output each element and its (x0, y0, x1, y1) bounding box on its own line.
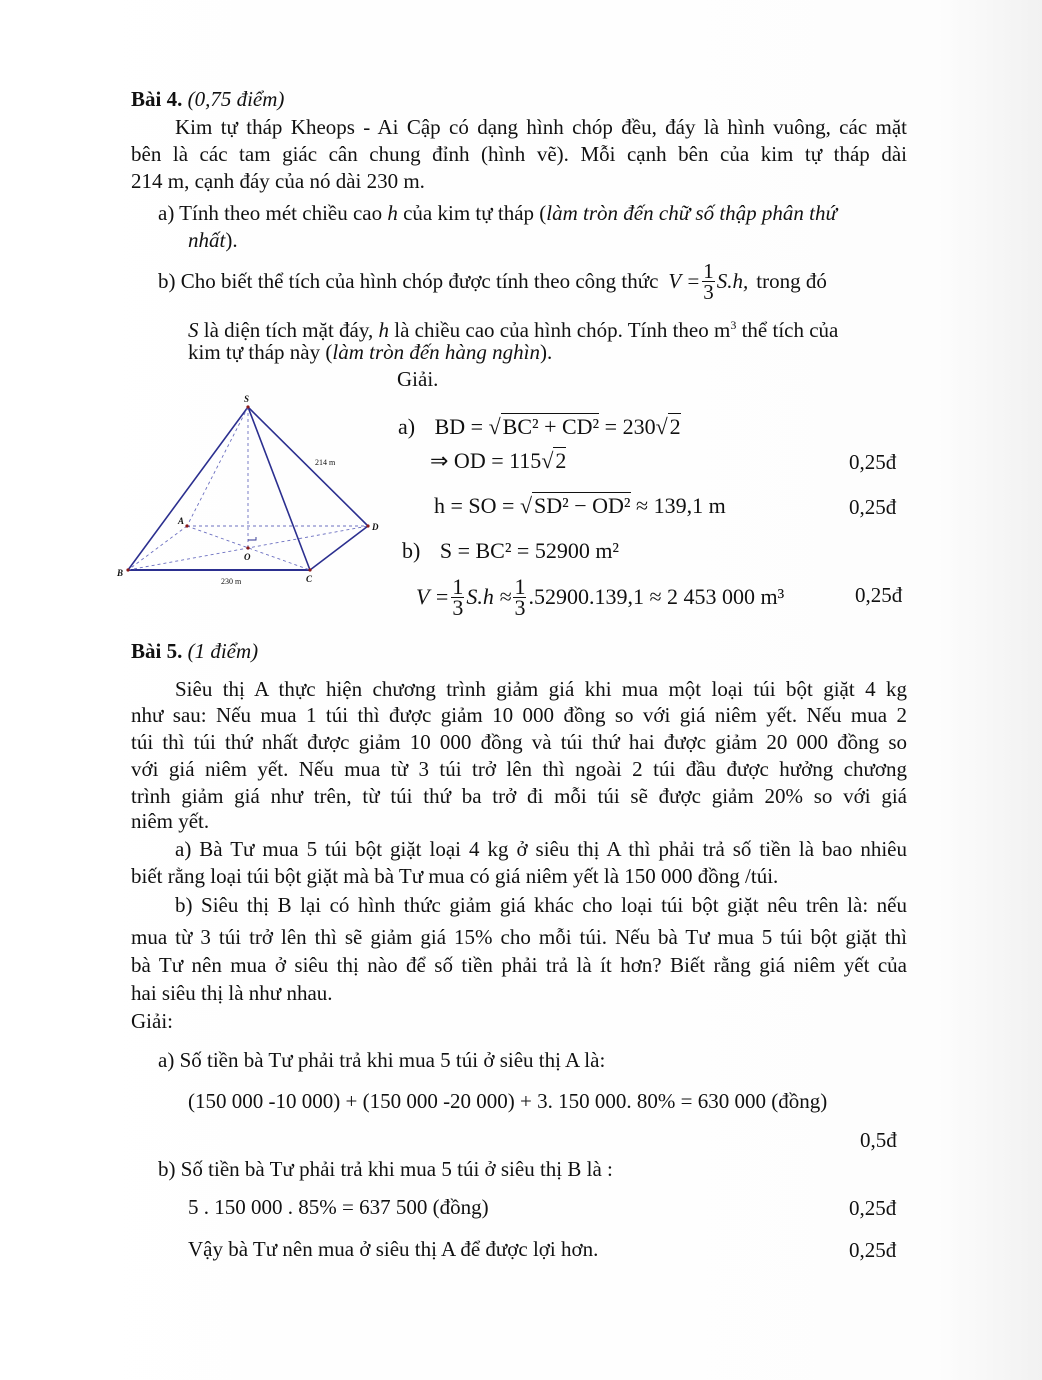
bai4-intro-line1: Kim tự tháp Kheops - Ai Cập có dạng hình chóp đều, đáy là hình vuông, các mặt (175, 115, 907, 139)
bai5-sol-a-calc: (150 000 -10 000) + (150 000 -20 000) + 3. 150 000. 80% = 630 000 (đồng) (188, 1089, 828, 1113)
bai5-sol-b-head: b) Số tiền bà Tư phải trả khi mua 5 túi ở siêu thị B là : (158, 1157, 613, 1181)
bai4-question-b-line3: kim tự tháp này (làm tròn đến hàng nghìn). (188, 340, 553, 364)
label-S: S (244, 394, 250, 404)
bai5-sol-a-head: a) Số tiền bà Tư phải trả khi mua 5 túi ở siêu thị A là: (158, 1048, 606, 1072)
right-angle-mark (248, 537, 256, 540)
bai5-qb-line2: mua từ 3 túi trở lên thì sẽ giảm giá 15% cho mỗi túi. Nếu bà Tư mua 5 túi bột giặt thì (131, 925, 907, 949)
bai4-points: (0,75 điểm) (187, 87, 285, 111)
bai5-qb-line3: bà Tư nên mua ở siêu thị nào để số tiền phải trả là ít hơn? Biết rằng giá niêm yết của (131, 953, 907, 977)
sol4-line2-score: 0,25đ (849, 450, 897, 474)
fraction-one-third: $\frac{1}{3}$ (703, 258, 714, 304)
bai5-para-line3: túi thì túi thứ nhất được giảm 10 000 đồng và túi thứ hai được giảm 20 000 đồng so (131, 730, 907, 754)
bai5-sol-b-calc: 5 . 150 000 . 85% = 637 500 (đồng) (188, 1195, 489, 1219)
bai5-points: (1 điểm) (187, 639, 259, 663)
bai5-heading (131, 638, 258, 664)
label-D: D (372, 522, 379, 532)
bai5-conclusion-score: 0,25đ (849, 1238, 897, 1262)
sol4-line5: V = $\frac{1}{3}$ S.h ≈ $\frac{1}{3}$ .52900.139,1 ≈ 2 453 000 m³ (416, 573, 785, 620)
label-O: O (244, 552, 251, 562)
bai5-conclusion: Vậy bà Tư nên mua ở siêu thị A để được lợi hơn. (188, 1237, 599, 1261)
bai4-heading (131, 86, 284, 112)
bai4-intro-line2: bên là các tam giác cân chung đỉnh (hình vẽ). Mỗi cạnh bên của kim tự tháp dài (131, 142, 907, 166)
edge-SC (248, 407, 310, 570)
sol4-line2: ⇒ OD = 115√2 (430, 448, 567, 473)
bai5-para-line4: với giá niêm yết. Nếu mua từ 3 túi trở lên thì ngoài 2 túi đầu được hưởng chương (131, 757, 907, 781)
edge-length-label: 214 m (315, 458, 336, 467)
bai5-para-line2: như sau: Nếu mua 1 túi thì được giảm 10 000 đồng so với giá niêm yết. Nếu mua 2 (131, 703, 907, 727)
label-B: B (117, 568, 124, 578)
bai4-question-b-line2: S là diện tích mặt đáy, h là chiều cao của hình chóp. Tính theo $m^3$ thể tích của (188, 318, 839, 342)
bai5-para-line6: niêm yết. (131, 809, 210, 833)
bai5-sol-a-score: 0,5đ (860, 1128, 897, 1152)
pyramid-figure (110, 390, 400, 590)
edge-SD (248, 407, 368, 526)
bai5-para-line5: trình giảm giá như trên, từ túi thứ ba trở đi mỗi túi sẽ được giảm 20% so với giá (131, 784, 907, 808)
edge-SB (128, 407, 248, 570)
bai5-title: Bài 5. (131, 639, 183, 663)
sol4-line1: a) BD = √BC² + CD² = 230√2 (398, 414, 681, 439)
edge-CD (310, 526, 368, 570)
bai5-sol-b-score: 0,25đ (849, 1196, 897, 1220)
label-A: A (178, 516, 185, 526)
bai4-title: Bài 4. (131, 87, 183, 111)
label-C: C (306, 574, 313, 584)
bai5-qb-line4: hai siêu thị là như nhau. (131, 981, 333, 1005)
bai4-question-a: a) Tính theo mét chiều cao h của kim tự tháp (làm tròn đến chữ số thập phân thứ (158, 201, 837, 225)
edge-AB (128, 526, 187, 570)
bai5-qa-line2: biết rằng loại túi bột giặt mà bà Tư mua có giá niêm yết là 150 000 đồng /túi. (131, 864, 779, 888)
sol4-line3-score: 0,25đ (849, 495, 897, 519)
sol4-line5-score: 0,25đ (855, 583, 903, 607)
sol4-line3: h = SO = √SD² − OD² ≈ 139,1 m (434, 493, 726, 518)
bai5-qb-line1: b) Siêu thị B lại có hình thức giảm giá khác cho loại túi bột giặt nêu trên là: nếu (175, 893, 907, 917)
bai4-intro-line3: 214 m, cạnh đáy của nó dài 230 m. (131, 169, 425, 193)
bai4-question-a-line2: nhất). (188, 228, 238, 252)
bai5-qa-line1: a) Bà Tư mua 5 túi bột giặt loại 4 kg ở siêu thị A thì phải trả số tiền là bao nhiêu (175, 837, 907, 861)
sol4-line4: b) S = BC² = 52900 m² (402, 538, 620, 563)
edge-SA (187, 407, 248, 526)
bai4-question-b: b) Cho biết thể tích của hình chóp được tính theo công thức V = $\frac{1}{3}$ S.h, trong đó (158, 258, 827, 304)
bai5-para-line1: Siêu thị A thực hiện chương trình giảm giá khi mua một loại túi bột giặt 4 kg (175, 677, 907, 701)
base-length-label: 230 m (221, 577, 242, 586)
bai4-solution-label: Giải. (397, 367, 439, 391)
bai5-solution-label: Giải: (131, 1009, 173, 1033)
